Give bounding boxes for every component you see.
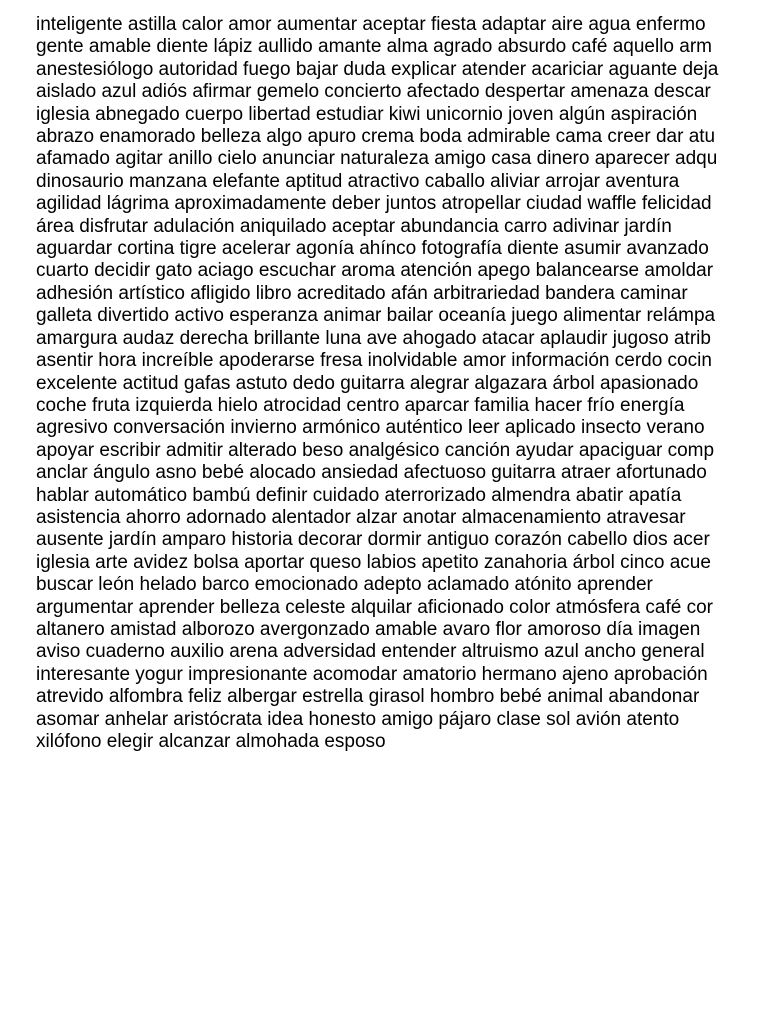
text-line-32: asomar anhelar aristócrata idea honesto amigo pájaro clase sol avión atento (36, 708, 680, 730)
text-line-28: altanero amistad alborozo avergonzado amable avaro flor amoroso día imagen (36, 618, 701, 640)
text-line-1: inteligente astilla calor amor aumentar aceptar fiesta adaptar aire agua enfermo (36, 14, 706, 35)
document-body (36, 14, 768, 753)
text-line-21: anclar ángulo asno bebé alocado ansiedad afectuoso guitarra atraer afortunado (36, 462, 707, 484)
text-line-17: excelente actitud gafas astuto dedo guitarra alegrar algazara árbol apasionado (36, 372, 699, 394)
text-line-29: aviso cuaderno auxilio arena adversidad entender altruismo azul ancho general (36, 641, 705, 663)
text-line-8: dinosaurio manzana elefante aptitud atractivo caballo aliviar arrojar aventura (36, 170, 680, 192)
text-line-18: coche fruta izquierda hielo atrocidad centro aparcar familia hacer frío energía (36, 394, 685, 416)
text-line-31: atrevido alfombra feliz albergar estrella girasol hombro bebé animal abandonar (36, 686, 700, 708)
text-line-11: aguardar cortina tigre acelerar agonía ahínco fotografía diente asumir avanzado (36, 238, 709, 260)
text-line-3: anestesiólogo autoridad fuego bajar duda explicar atender acariciar aguante deja (36, 58, 719, 80)
text-line-2: gente amable diente lápiz aullido amante alma agrado absurdo café aquello arm (36, 36, 712, 58)
text-line-4: aislado azul adiós afirmar gemelo concierto afectado despertar amenaza descar (36, 81, 711, 103)
text-line-7: afamado agitar anillo cielo anunciar naturaleza amigo casa dinero aparecer adqu (36, 148, 718, 170)
text-line-33: xilófono elegir alcanzar almohada esposo (36, 731, 386, 752)
text-line-6: abrazo enamorado belleza algo apuro crema boda admirable cama creer dar atu (36, 126, 716, 148)
text-line-9: agilidad lágrima aproximadamente deber juntos atropellar ciudad waffle felicidad (36, 193, 712, 215)
text-line-12: cuarto decidir gato aciago escuchar aroma atención apego balancearse amoldar (36, 260, 714, 282)
text-line-24: ausente jardín amparo historia decorar dormir antiguo corazón cabello dios acer (36, 529, 710, 551)
text-line-20: apoyar escribir admitir alterado beso analgésico canción ayudar apaciguar comp (36, 439, 715, 461)
text-line-16: asentir hora increíble apoderarse fresa inolvidable amor información cerdo cocin (36, 350, 712, 372)
text-line-14: galleta divertido activo esperanza animar bailar oceanía juego alimentar relámpa (36, 305, 716, 327)
text-line-27: argumentar aprender belleza celeste alquilar aficionado color atmósfera café cor (36, 596, 713, 618)
text-line-10: área disfrutar adulación aniquilado aceptar abundancia carro adivinar jardín (36, 215, 672, 237)
text-line-22: hablar automático bambú definir cuidado aterrorizado almendra abatir apatía (36, 484, 682, 506)
text-line-25: iglesia arte avidez bolsa aportar queso labios apetito zanahoria árbol cinco acue (36, 551, 711, 573)
text-line-23: asistencia ahorro adornado alentador alzar anotar almacenamiento atravesar (36, 506, 686, 528)
text-line-26: buscar león helado barco emocionado adepto aclamado atónito aprender (36, 574, 653, 596)
text-line-5: iglesia abnegado cuerpo libertad estudiar kiwi unicornio joven algún aspiración (36, 103, 698, 125)
text-line-19: agresivo conversación invierno armónico auténtico leer aplicado insecto verano (36, 417, 705, 439)
text-line-15: amargura audaz derecha brillante luna ave ahogado atacar aplaudir jugoso atrib (36, 327, 711, 349)
text-line-13: adhesión artístico afligido libro acreditado afán arbitrariedad bandera caminar (36, 282, 688, 304)
text-line-30: interesante yogur impresionante acomodar amatorio hermano ajeno aprobación (36, 663, 708, 685)
